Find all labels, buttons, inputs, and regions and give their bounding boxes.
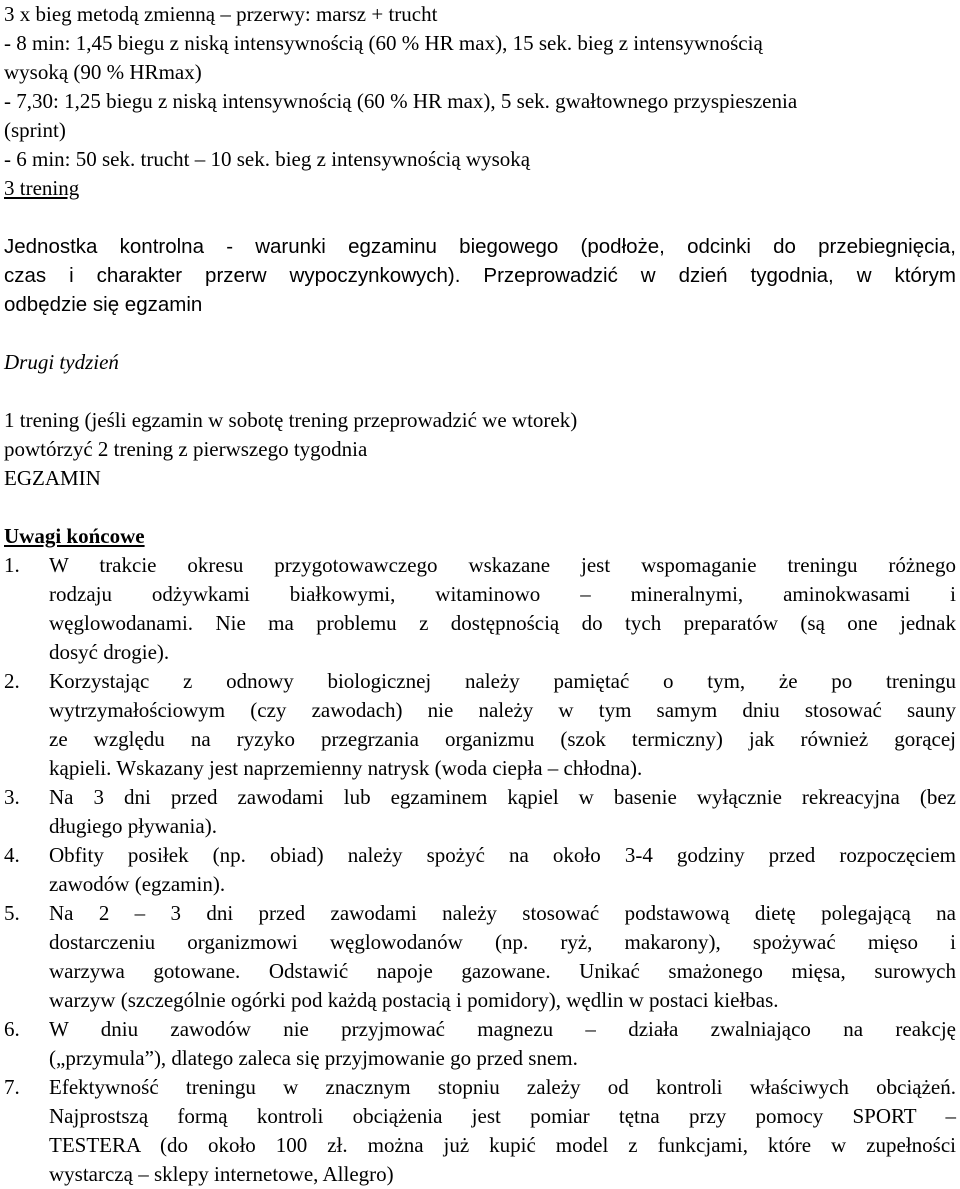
- remark-line: Na 3 dni przed zawodami lub egzaminem kąpiel w basenie wyłącznie rekreacyjna (bez: [49, 785, 956, 809]
- intro-line: wysoką (90 % HRmax): [4, 60, 202, 84]
- remark-line: Obfity posiłek (np. obiad) należy spożyć na około 3-4 godziny przed rozpoczęciem: [49, 843, 956, 867]
- remark-number: 6.: [4, 1017, 20, 1041]
- remark-item: [4, 551, 956, 667]
- remark-line: ze względu na ryzyko przegrzania organizmu (szok termiczny) jak również gorącej: [49, 727, 956, 751]
- remark-line: długiego pływania).: [49, 814, 217, 838]
- remark-line: Korzystając z odnowy biologicznej należy pamiętać o tym, że po treningu: [49, 669, 956, 693]
- remark-line: Na 2 – 3 dni przed zawodami należy stosować podstawową dietę polegającą na: [49, 901, 956, 925]
- remark-number: 3.: [4, 785, 20, 809]
- intro-block: [4, 0, 956, 203]
- intro-line: - 8 min: 1,45 biegu z niską intensywnością (60 % HR max), 15 sek. bieg z intensywnością: [4, 31, 763, 55]
- training3-heading: 3 trening: [4, 176, 80, 200]
- remark-line: kąpieli. Wskazany jest naprzemienny natrysk (woda ciepła – chłodna).: [49, 756, 643, 780]
- remark-text: [49, 667, 956, 783]
- remark-line: Najprostszą formą kontroli obciążenia jest pomiar tętna przy pomocy SPORT –: [49, 1104, 956, 1128]
- control-unit-line: czas i charakter przerw wypoczynkowych). Przeprowadzić w dzień tygodnia, w którym: [4, 264, 956, 287]
- week2-block: [4, 406, 956, 493]
- intro-line: - 6 min: 50 sek. trucht – 10 sek. bieg z intensywnością wysoką: [4, 147, 531, 171]
- remark-item: [4, 1073, 956, 1189]
- remarks-list: [4, 551, 956, 1189]
- remark-line: Efektywność treningu w znacznym stopniu zależy od kontroli właściwych obciążeń.: [49, 1075, 956, 1099]
- remark-text: [49, 841, 956, 899]
- remark-line: TESTERA (do około 100 zł. można już kupić model z funkcjami, które w zupełności: [49, 1133, 956, 1157]
- remarks-heading: Uwagi końcowe: [4, 524, 145, 548]
- control-unit-line: odbędzie się egzamin: [4, 293, 203, 316]
- remark-line: rodzaju odżywkami białkowymi, witaminowo – mineralnymi, aminokwasami i: [49, 582, 956, 606]
- remark-text: [49, 899, 956, 1015]
- control-unit-paragraph: [4, 232, 956, 319]
- remark-text: [49, 551, 956, 667]
- remark-number: 5.: [4, 901, 20, 925]
- week2-line: powtórzyć 2 trening z pierwszego tygodnia: [4, 437, 368, 461]
- remark-item: [4, 783, 956, 841]
- remark-number: 4.: [4, 843, 20, 867]
- spacer: [4, 493, 956, 522]
- remark-line: zawodów (egzamin).: [49, 872, 226, 896]
- remark-item: [4, 899, 956, 1015]
- remark-line: W dniu zawodów nie przyjmować magnezu – działa zwalniająco na reakcję: [49, 1017, 956, 1041]
- spacer: [4, 377, 956, 406]
- remark-line: wytrzymałościowym (czy zawodach) nie należy w tym samym dniu stosować sauny: [49, 698, 956, 722]
- remark-line: warzywa gotowane. Odstawić napoje gazowane. Unikać smażonego mięsa, surowych: [49, 959, 956, 983]
- control-unit-line: Jednostka kontrolna - warunki egzaminu biegowego (podłoże, odcinki do przebiegnięcia,: [4, 235, 956, 258]
- remark-item: [4, 841, 956, 899]
- week2-heading: Drugi tydzień: [4, 350, 119, 374]
- intro-line: - 7,30: 1,25 biegu z niską intensywnością (60 % HR max), 5 sek. gwałtownego przyspieszenia: [4, 89, 798, 113]
- remark-line: węglowodanami. Nie ma problemu z dostępnością do tych preparatów (są one jednak: [49, 611, 956, 635]
- remark-text: [49, 1073, 956, 1189]
- week2-line: 1 trening (jeśli egzamin w sobotę trening przeprowadzić we wtorek): [4, 408, 578, 432]
- remark-line: W trakcie okresu przygotowawczego wskazane jest wspomaganie treningu różnego: [49, 553, 956, 577]
- remark-line: warzyw (szczególnie ogórki pod każdą postacią i pomidory), wędlin w postaci kiełbas.: [49, 988, 779, 1012]
- spacer: [4, 319, 956, 348]
- remark-number: 2.: [4, 669, 20, 693]
- spacer: [4, 203, 956, 232]
- remark-number: 7.: [4, 1075, 20, 1099]
- remark-line: wystarczą – sklepy internetowe, Allegro): [49, 1162, 394, 1186]
- remark-text: [49, 783, 956, 841]
- remark-line: („przymula”), dlatego zaleca się przyjmowanie go przed snem.: [49, 1046, 578, 1070]
- remark-item: [4, 1015, 956, 1073]
- remark-number: 1.: [4, 553, 20, 577]
- remark-line: dosyć drogie).: [49, 640, 170, 664]
- remark-item: [4, 667, 956, 783]
- remark-line: dostarczeniu organizmowi węglowodanów (np. ryż, makarony), spożywać mięso i: [49, 930, 956, 954]
- week2-line: EGZAMIN: [4, 466, 101, 490]
- remark-text: [49, 1015, 956, 1073]
- intro-line: (sprint): [4, 118, 66, 142]
- intro-line: 3 x bieg metodą zmienną – przerwy: marsz + trucht: [4, 2, 438, 26]
